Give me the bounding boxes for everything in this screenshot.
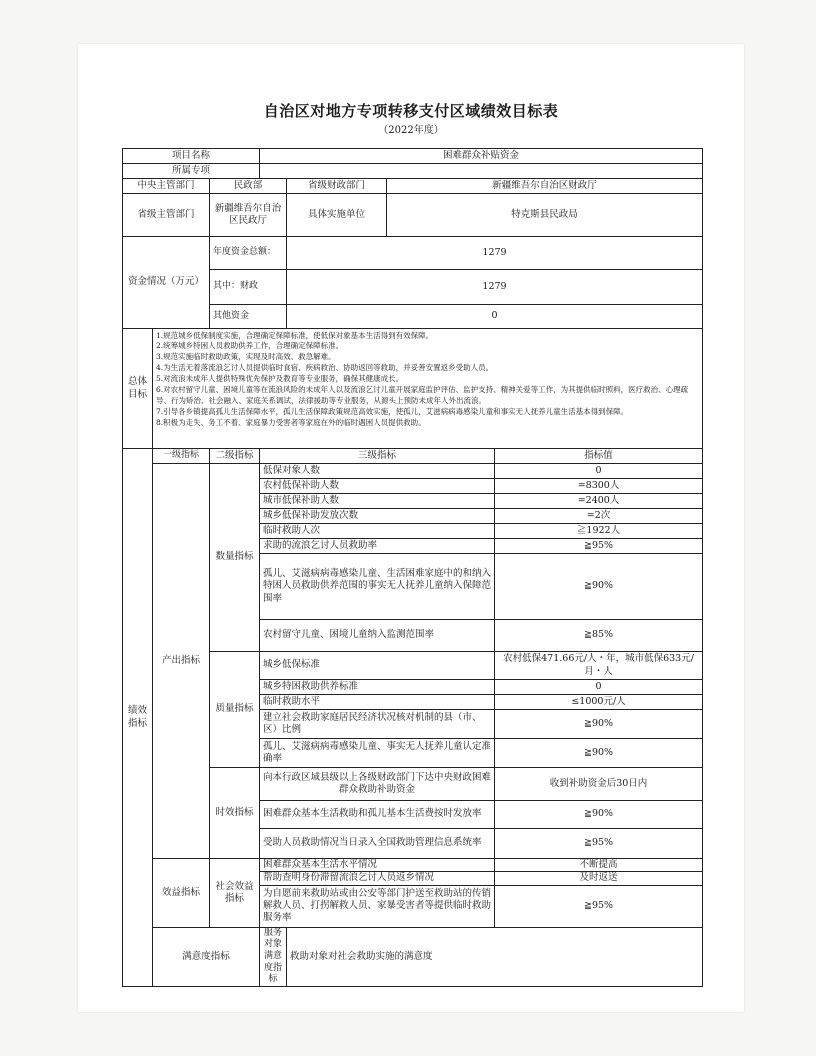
quality-indicator-label: 质量指标 — [210, 652, 260, 768]
indicator-name: 求助的流浪乞讨人员救助率 — [260, 539, 495, 554]
indicator-value: ≤1000元/人 — [495, 695, 703, 710]
row-indicator-header — [123, 449, 703, 464]
row-funds-other — [123, 305, 703, 329]
indicator-name: 孤儿、艾滋病病毒感染儿童、生活困难家庭中的和纳入特困人员救助供养范围的事实无人抚养儿童纳入保障范围率 — [260, 554, 495, 620]
annual-funds-label: 年度资金总额： — [210, 237, 287, 270]
indicator-name: 城乡低保标准 — [260, 652, 495, 680]
central-dept-label: 中央主管部门 — [123, 179, 210, 194]
indicator-value: 收到补助资金后30日内 — [495, 768, 703, 801]
indicator-name: 临时救助水平 — [260, 695, 495, 710]
indicator-name: 临时救助人次 — [260, 524, 495, 539]
col-level3-header: 三级指标 — [260, 449, 495, 464]
indicator-name: 农村留守儿童、困境儿童纳入监测范围率 — [260, 620, 495, 652]
document-subtitle: （2022年度） — [378, 125, 444, 136]
timeliness-indicator-label: 时效指标 — [210, 768, 260, 859]
indicator-value: ≧90% — [495, 710, 703, 739]
row-project-name — [123, 149, 703, 164]
table-row — [123, 859, 703, 872]
overall-goals-label: 总体目标 — [123, 329, 153, 449]
table-row — [123, 768, 703, 801]
indicator-value: 农村低保471.66元/人・年，城市低保633元/月・人 — [495, 652, 703, 680]
table-row — [123, 652, 703, 680]
indicator-name: 救助对象对社会救助实施的满意度 — [287, 927, 703, 986]
annual-funds-value: 1279 — [287, 237, 703, 270]
indicator-name: 城乡低保补助发放次数 — [260, 509, 495, 524]
indicator-name: 城乡特困救助供养标准 — [260, 680, 495, 695]
central-dept-value: 民政部 — [210, 179, 287, 194]
indicator-value: ≧90% — [495, 554, 703, 620]
table-row — [123, 927, 703, 986]
table-row — [123, 464, 703, 479]
row-overall-goals — [123, 329, 703, 449]
indicator-name: 受助人员救助情况当日录入全国救助管理信息系统率 — [260, 829, 495, 859]
benefit-indicator-label: 效益指标 — [153, 859, 210, 928]
document-title: 自治区对地方专项转移支付区域绩效目标表 — [263, 102, 559, 120]
indicator-name: 农村低保补助人数 — [260, 479, 495, 494]
indicator-value: ≧90% — [495, 801, 703, 829]
indicator-value: ≧95% — [495, 885, 703, 927]
row-funds-annual — [123, 237, 703, 270]
indicator-value: ≧95% — [495, 829, 703, 859]
social-benefit-label: 社会效益指标 — [210, 859, 260, 928]
prov-dept-value: 新疆维吾尔自治区民政厅 — [210, 194, 287, 237]
fiscal-funds-value: 1279 — [287, 270, 703, 305]
document-page — [78, 44, 744, 1012]
indicator-value: ≧85% — [495, 620, 703, 652]
indicator-value: 不断提高 — [495, 859, 703, 872]
goal-item: 4.为生活无着落流浪乞讨人员提供临时食宿、疾病救治、协助返回等救助，并妥善安置返乡受助人员。 — [156, 363, 494, 373]
indicator-value: ≧1922人 — [495, 524, 703, 539]
indicator-value: =2400人 — [495, 494, 703, 509]
funds-label: 资金情况（万元） — [123, 237, 210, 329]
indicator-name: 困难群众基本生活救助和孤儿基本生活费按时发放率 — [260, 801, 495, 829]
special-value — [260, 164, 703, 179]
prov-finance-label: 省级财政部门 — [287, 179, 387, 194]
project-name-value: 困难群众补贴资金 — [260, 149, 703, 164]
indicator-value: 0 — [495, 680, 703, 695]
performance-target-table — [122, 148, 703, 987]
satisfaction-indicator-label: 满意度指标 — [153, 927, 260, 986]
goal-item: 5.对流浪未成年人提供特殊优先保护及教育等专业服务，确保其健康成长。 — [156, 374, 404, 383]
impl-unit-label: 具体实施单位 — [287, 194, 387, 237]
other-funds-value: 0 — [287, 305, 703, 329]
col-level1-header: 一级指标 — [153, 449, 210, 464]
indicator-name: 困难群众基本生活水平情况 — [260, 859, 495, 872]
prov-finance-value: 新疆维吾尔自治区财政厅 — [387, 179, 703, 194]
row-prov-dept — [123, 194, 703, 237]
row-funds-fiscal — [123, 270, 703, 305]
indicator-value: ≧90% — [495, 739, 703, 768]
indicator-value: 0 — [495, 464, 703, 479]
row-central-dept — [123, 179, 703, 194]
indicator-name: 帮助查明身份滞留流浪乞讨人员返乡情况 — [260, 872, 495, 885]
indicator-value: =8300人 — [495, 479, 703, 494]
indicator-name: 建立社会救助家庭居民经济状况核对机制的县（市、区）比例 — [260, 710, 495, 739]
row-special — [123, 164, 703, 179]
project-name-label: 项目名称 — [123, 149, 260, 164]
other-funds-label: 其他资金 — [210, 305, 287, 329]
goal-item: 7.引导各乡镇提高孤儿生活保障水平，孤儿生活保障政策规范高效实施，使孤儿，艾滋病病毒感染儿童和事实无人抚养儿童生活基本得到保障。 — [156, 406, 629, 416]
quantity-indicator-label: 数量指标 — [210, 464, 260, 652]
special-label: 所属专项 — [123, 164, 260, 179]
fiscal-funds-label: 其中：财政 — [210, 270, 287, 305]
indicator-name: 为自愿前来救助站或由公安等部门护送至救助站的传销解救人员、打拐解救人员、家暴受害者等提供临时救助服务率 — [260, 885, 495, 927]
indicators-section-label: 绩效指标 — [123, 449, 153, 987]
service-satisfaction-label: 服务对象满意度指标 — [260, 927, 287, 986]
col-level2-header: 二级指标 — [210, 449, 260, 464]
goal-item: 1.规范城乡低保制度实施，合理确定保障标准，使低保对象基本生活得到有效保障。 — [156, 330, 434, 340]
output-indicator-label: 产出指标 — [153, 464, 210, 859]
indicator-name: 孤儿、艾滋病病毒感染儿童、事实无人抚养儿童认定准确率 — [260, 739, 495, 768]
indicator-value: ≧95% — [495, 539, 703, 554]
indicator-value: 及时返送 — [495, 872, 703, 885]
goal-item: 2.统筹城乡特困人员救助供养工作，合理确定保障标准。 — [156, 341, 344, 351]
col-value-header: 指标值 — [495, 449, 703, 464]
overall-goals-content — [153, 329, 703, 449]
indicator-name: 城市低保补助人数 — [260, 494, 495, 509]
impl-unit-value: 特克斯县民政局 — [387, 194, 703, 237]
goal-item: 8.积极为走失、务工不着、家庭暴力受害者等家庭在外的临时遇困人员提供救助。 — [156, 417, 426, 427]
goal-item: 6.对农村留守儿童、困境儿童等在流浪风险的未成年人以及流浪乞讨儿童开展家庭监护评估、监护支持、精神关爱等工作，为其提供临时照料，医疗救治、心理疏导、行为矫治、社会融入、家庭关系调试，法律援助等专业服务，从源头上预防未成年人外出流浪。 — [156, 384, 689, 405]
indicator-value: =2次 — [495, 509, 703, 524]
indicator-name: 低保对象人数 — [260, 464, 495, 479]
indicator-name: 向本行政区域县级以上各级财政部门下达中央财政困难群众救助补助资金 — [260, 768, 495, 801]
goal-item: 3.规范实施临时救助政策，实现及时高效、救急解难。 — [156, 352, 336, 362]
prov-dept-label: 省级主管部门 — [123, 194, 210, 237]
